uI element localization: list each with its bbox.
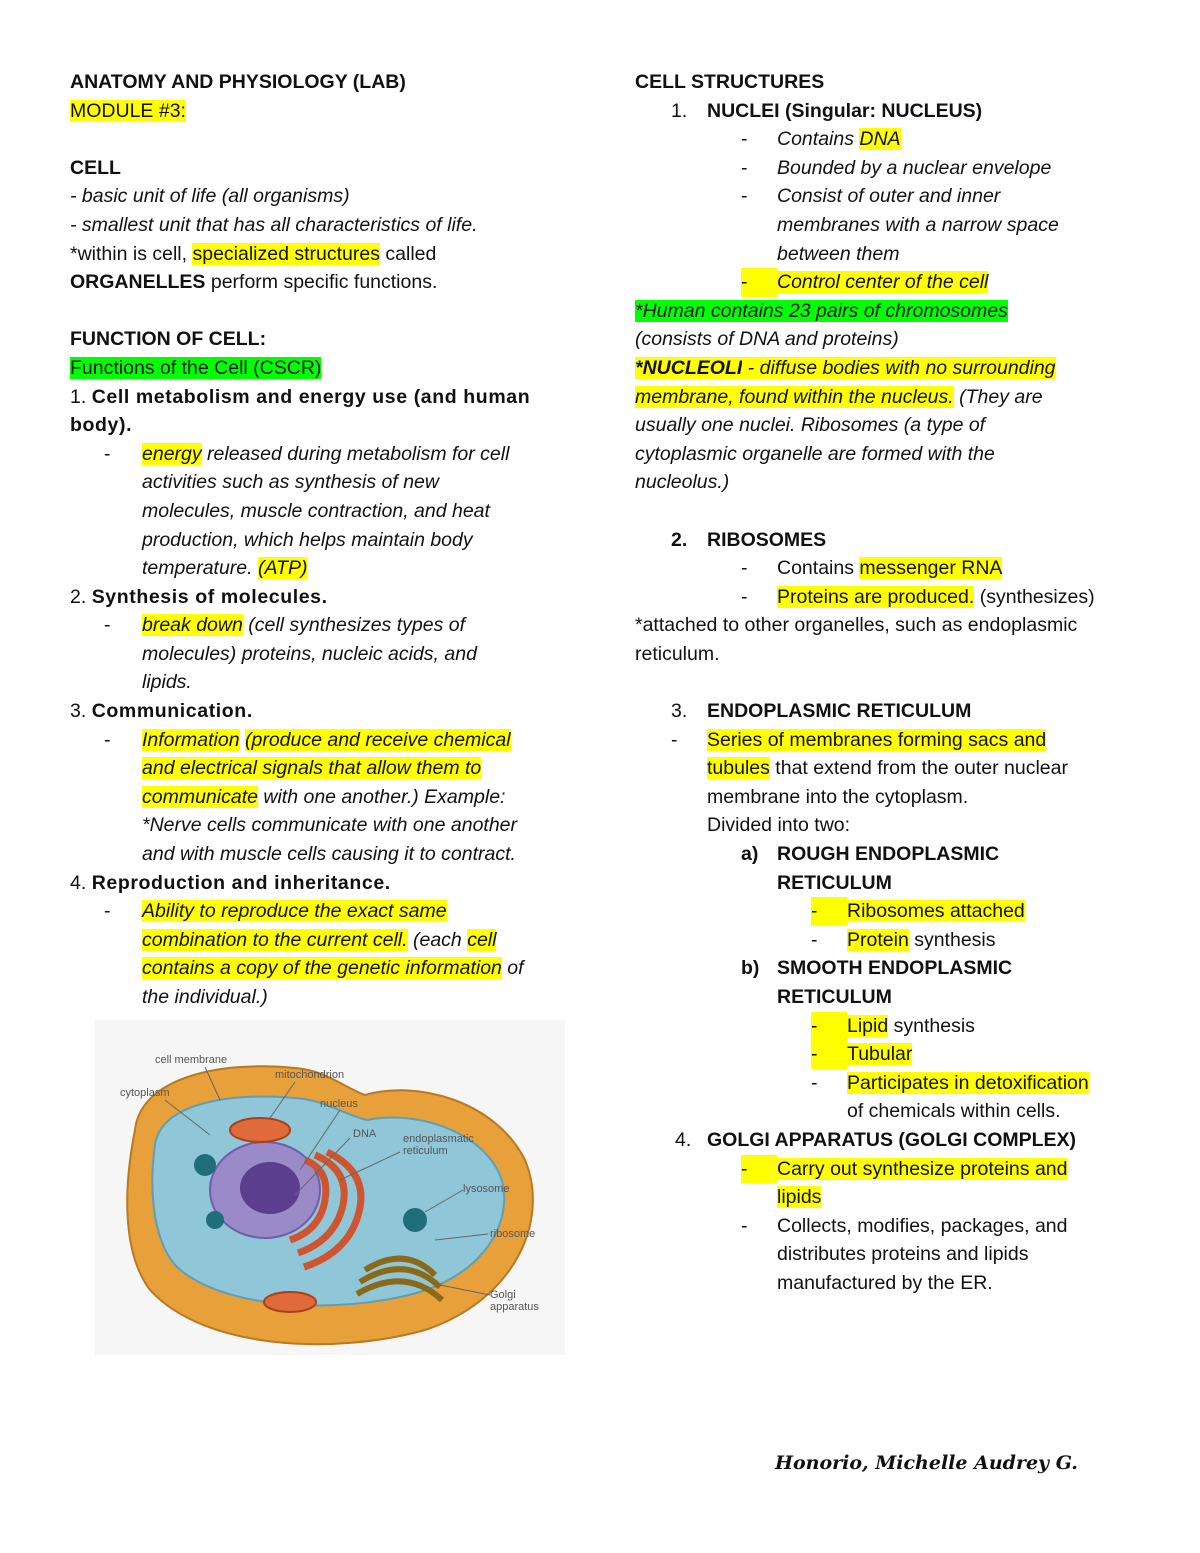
label-cytoplasm: cytoplasm xyxy=(120,1087,170,1099)
function-2-title: 2. Synthesis of molecules. xyxy=(70,585,328,608)
label-cell-membrane: cell membrane xyxy=(155,1054,228,1066)
label-er-2: reticulum xyxy=(403,1145,448,1157)
lysosome-shape xyxy=(194,1154,216,1176)
label-golgi-2: apparatus xyxy=(490,1301,539,1313)
smooth-er-title: b) SMOOTH ENDOPLASMIC xyxy=(741,957,1013,980)
cell-definition-1: - basic unit of life (all organisms) xyxy=(70,185,350,208)
function-3-title: 3. Communication. xyxy=(70,700,253,723)
ribosomes-title: 2. RIBOSOMES xyxy=(671,528,827,551)
nucleolus-shape xyxy=(240,1162,300,1214)
golgi-title: 4. GOLGI APPARATUS (GOLGI COMPLEX) xyxy=(675,1128,1077,1151)
module-label: MODULE #3: xyxy=(70,99,186,122)
within-cell-line: *within is cell, specialized structures called xyxy=(70,242,437,265)
cell-structures-heading: CELL STRUCTURES xyxy=(635,71,825,93)
label-lysosome: lysosome xyxy=(463,1183,510,1195)
er-title: 3. ENDOPLASMIC RETICULUM xyxy=(671,700,972,723)
rough-er-title: a) ROUGH ENDOPLASMIC xyxy=(741,843,1000,866)
chromosomes-note: *Human contains 23 pairs of chromosomes xyxy=(635,299,1008,322)
function-1-title: 1. Cell metabolism and energy use (and human xyxy=(70,385,531,408)
label-golgi-1: Golgi xyxy=(490,1289,516,1301)
lysosome-shape-2 xyxy=(403,1208,427,1232)
nucleoli-line: *NUCLEOLI - diffuse bodies with no surrounding xyxy=(635,356,1056,379)
page-title: ANATOMY AND PHYSIOLOGY (LAB) xyxy=(70,71,406,93)
label-mitochondrion: mitochondrion xyxy=(275,1069,345,1081)
label-dna: DNA xyxy=(353,1128,377,1140)
lysosome-shape-3 xyxy=(206,1211,224,1229)
function-3-bullet: - Information (produce and receive chemical xyxy=(104,728,511,751)
function-heading: FUNCTION OF CELL: xyxy=(70,328,267,351)
cell-diagram xyxy=(95,1020,565,1355)
function-4-bullet: - Ability to reproduce the exact same xyxy=(104,900,447,923)
author-signature: Honorio, Michelle Audrey G. xyxy=(775,1452,1078,1474)
nuclei-title: 1. NUCLEI (Singular: NUCLEUS) xyxy=(671,99,983,122)
cell-heading: CELL xyxy=(70,156,121,179)
function-4-title: 4. Reproduction and inheritance. xyxy=(70,871,391,894)
label-er-1: endoplasmatic xyxy=(403,1133,474,1145)
cell-definition-2: - smallest unit that has all characteristics of life. xyxy=(70,213,478,236)
label-ribosome: ribosome xyxy=(490,1228,536,1240)
left-column: ANATOMY AND PHYSIOLOGY (LAB) MODULE #3: CELL - basic unit of life (all organisms) - smallest unit that has all characteristics of life. *within is cell, specialized structures called ORGANELLES perform specific functions. FUNCTION OF CELL: Functions of the Cell (CSCR) 1. Cell metabolism and energy use (and human body). - energy released during metabolism for cell activities such as synthesis of new molecules, muscle contraction, and heat production, which helps maintain body temperature. (ATP) 2. Synthesis of molecules. - break down (cell synthesizes types of molecules) proteins, nucleic acids, and lipids. 3. Communication. - Information (produce and receive chemical and electrical signals that allow them to communicate with one another.) Example: *Nerve cells communicate with one another and with muscle cells causing it to contract. 4. Reproduction and inheritance. - Ability to reproduce the exact same combination to the current cell. (each cell contains a copy of the genetic information of the individual.) xyxy=(70,68,570,1012)
mitochondrion-shape xyxy=(230,1118,290,1142)
mitochondrion-shape-2 xyxy=(264,1292,316,1312)
function-1-title-cont: body). xyxy=(70,414,133,437)
function-1-bullet: - energy released during metabolism for cell xyxy=(104,442,510,465)
label-nucleus: nucleus xyxy=(320,1098,358,1110)
right-column: CELL STRUCTURES 1. NUCLEI (Singular: NUCLEUS) - Contains DNA - Bounded by a nuclear envelope - Consist of outer and inner membranes with a narrow space between them - Control center of the cell *Human contains 23 pairs of chromosomes (consists of DNA and proteins) *NUCLEOLI - diffuse bodies with no surrounding membrane, found within the nucleus. (They are usually one nuclei. Ribosomes (a type of cytoplasmic organelle are formed with the nucleolus.) 2. RIBOSOMES - Contains messenger RNA - Proteins are produced. (synthesizes) *attached to other organelles, such as endoplasmic reticulum. 3. ENDOPLASMIC RETICULUM - Series of membranes forming sacs and tubules that extend from the outer nuclear membrane into the cytoplasm. Divided into two: a) ROUGH ENDOPLASMIC RETICULUM - Ribosomes attached - Protein synthesis b) SMOOTH ENDOPLASMIC RETICULUM - Lipid synthesis - Tubular - Participates in detoxification of chemicals within cells. 4. GOLGI APPARATUS (GOLGI COMPLEX) - Carry out synthesize proteins and lipids - Collects, modifies, packages, and distributes proteins and lipids manufactured by the ER. xyxy=(635,68,1145,1298)
organelles-line: ORGANELLES perform specific functions. xyxy=(70,271,438,294)
function-2-bullet: - break down (cell synthesizes types of xyxy=(104,614,466,637)
function-subheading: Functions of the Cell (CSCR) xyxy=(70,356,322,379)
